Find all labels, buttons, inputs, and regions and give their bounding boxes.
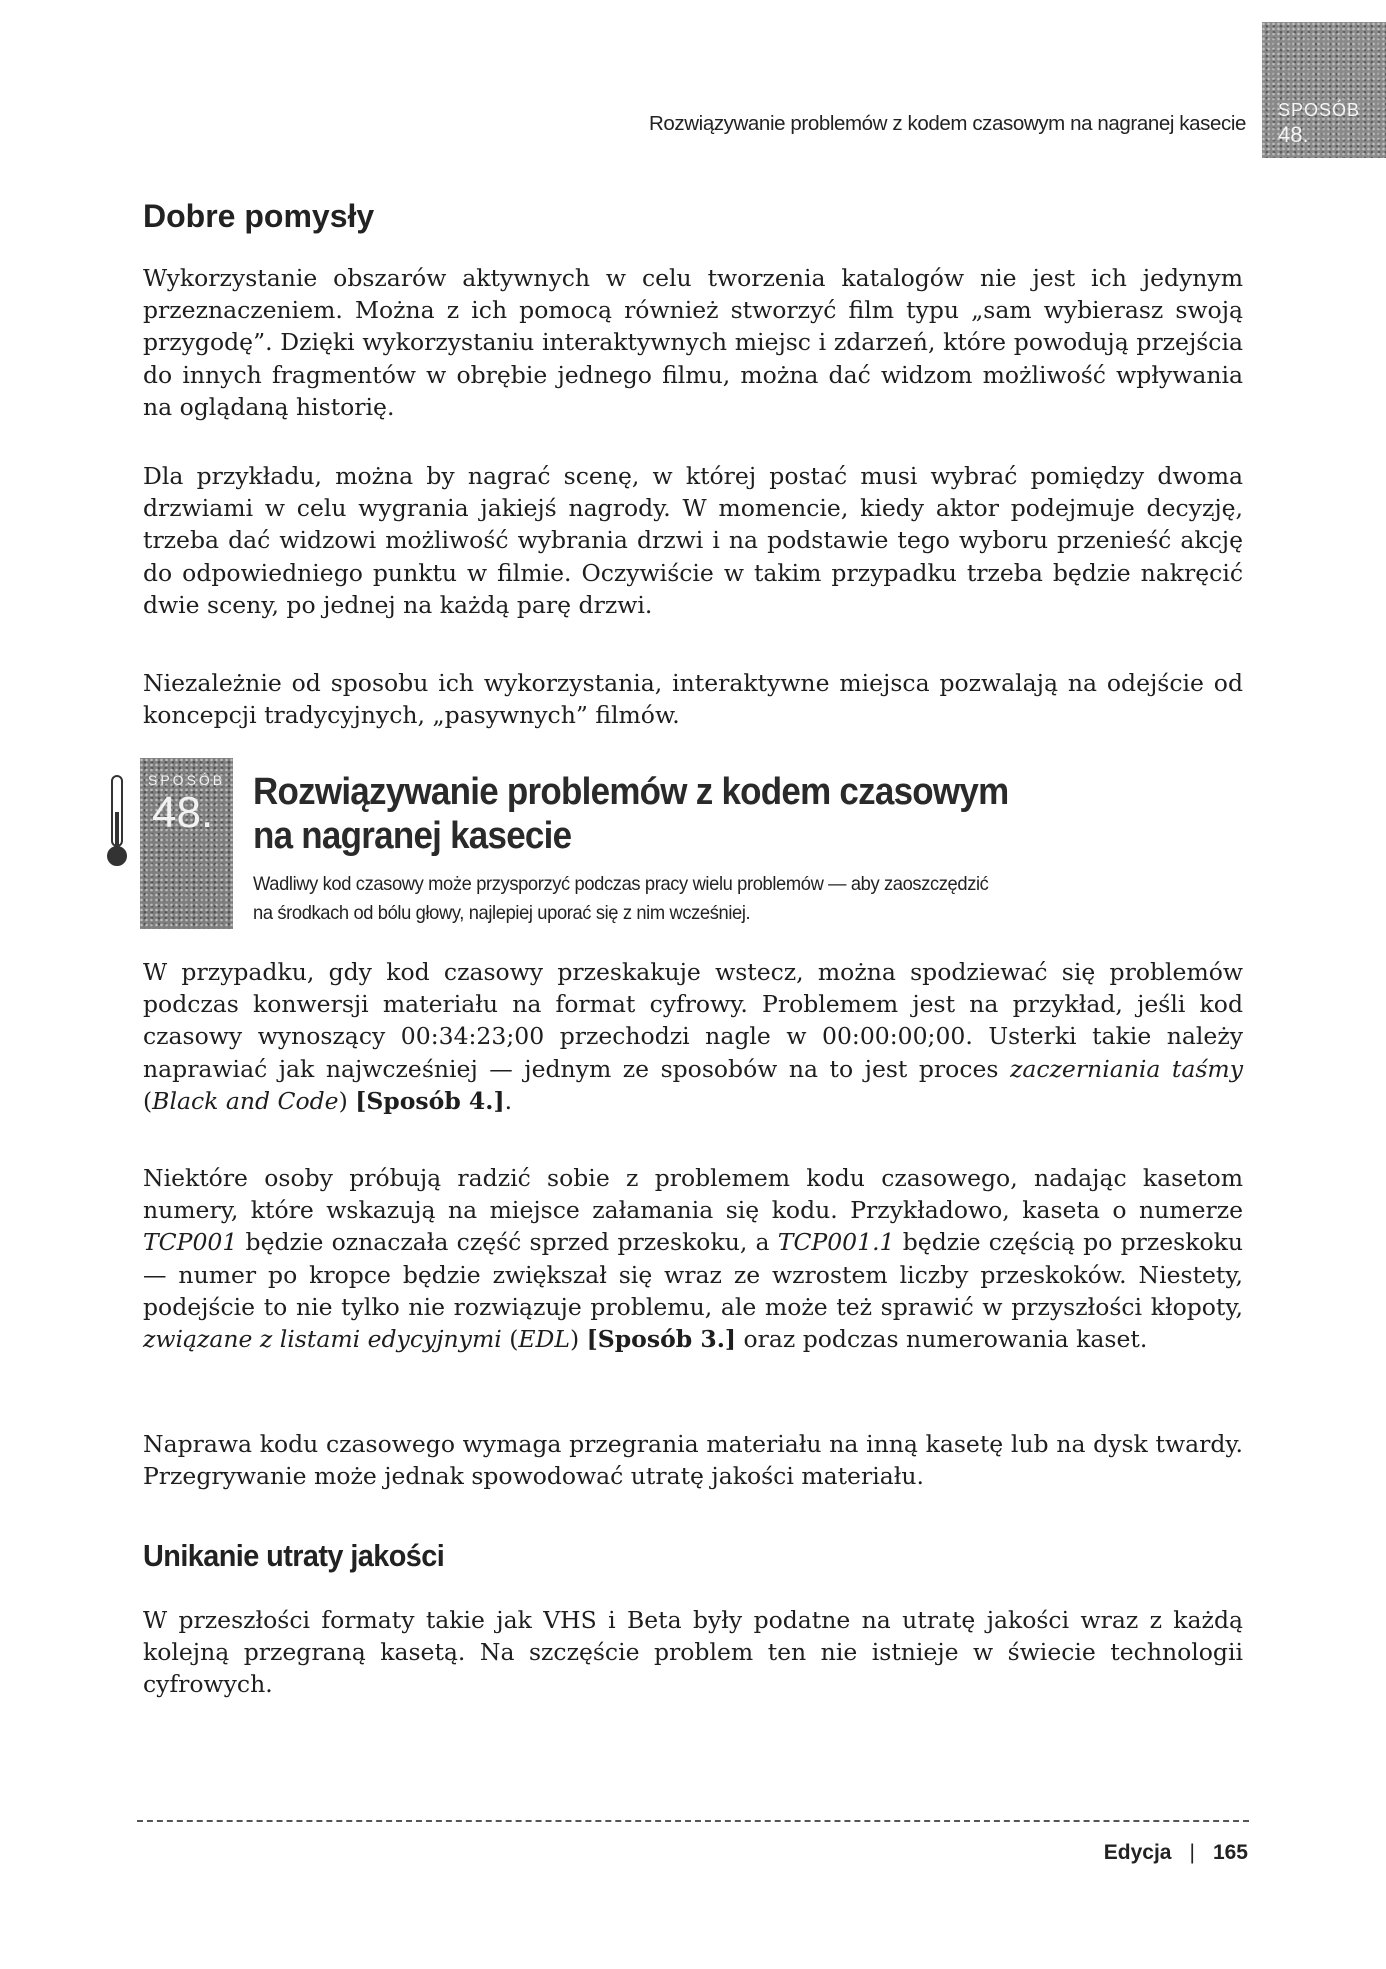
- section-heading-dobre-pomysly: Dobre pomysły: [143, 198, 375, 234]
- corner-hack-tab: [1262, 22, 1386, 158]
- cross-reference: [Sposób 3.]: [586, 1325, 737, 1354]
- footer-chapter-name: Edycja: [1103, 1841, 1172, 1864]
- thermometer-icon: [106, 774, 128, 870]
- cross-reference: [Sposób 4.]: [355, 1086, 505, 1115]
- paragraph: Dla przykładu, można by nagrać scenę, w której postać musi wybrać pomiędzy dwoma drzwiami w celu wygrania jakiejś nagrody. W momencie, kiedy aktor podejmuje decyzję, trzeba dać widzowi możliwość wybrania drzwi i na podstawie tego wyboru przenieść akcję do odpowiedniego punktu w filmie. Oczywiście w takim przypadku trzeba będzie nakręcić dwie sceny, po jednej na każdą parę drzwi.: [143, 462, 1243, 619]
- hack-title-line: Rozwiązywanie problemów z kodem czasowym: [253, 771, 1009, 813]
- running-head: Rozwiązywanie problemów z kodem czasowym na nagranej kasecie: [649, 112, 1246, 135]
- hack-description: [253, 870, 1099, 928]
- corner-tab-number: 48.: [1278, 122, 1309, 147]
- paragraph: Niektóre osoby próbują radzić sobie z problemem kodu czasowego, nadając kasetom numery, które wskazują na miejsce załamania się kodu. Przykładowo, kaseta o numerze TCP001 będzie oznaczała część sprzed przeskoku, a TCP001.1 będzie częścią po przeskoku — numer po kropce będzie zwiększał się wraz ze wzrostem liczby przeskoków. Niestety, podejście to nie tylko nie rozwiązuje problemu, ale może też sprawić w przyszłości kłopoty, związane z listami edycyjnymi (EDL) [Sposób 3.] oraz podczas numerowania kaset.: [143, 1164, 1243, 1354]
- paragraph: W przeszłości formaty takie jak VHS i Beta były podatne na utratę jakości wraz z każdą kolejną przegraną kasetą. Na szczęście problem ten nie istnieje w świecie technologii cyfrowych.: [143, 1606, 1243, 1699]
- hack-badge-label: SPOSÓB: [148, 772, 226, 788]
- paragraph: Wykorzystanie obszarów aktywnych w celu tworzenia katalogów nie jest ich jedynym przeznaczeniem. Można z ich pomocą również stworzyć film typu „sam wybierasz swoją przygodę”. Dzięki wykorzystaniu interaktywnych miejsc i zdarzeń, które powodują przejścia do innych fragmentów w obrębie jednego filmu, można dać widzom możliwość wpływania na oglądaną historię.: [143, 264, 1243, 421]
- corner-tab-label: SPOSÓB: [1278, 100, 1361, 120]
- paragraph: W przypadku, gdy kod czasowy przeskakuje wstecz, można spodziewać się problemów podczas konwersji materiału na format cyfrowy. Problemem jest na przykład, jeśli kod czasowy wynoszący 00:34:23;00 przechodzi nagle w 00:00:00;00. Usterki takie należy naprawiać jak najwcześniej — jednym ze sposobów na to jest proces zaczerniania taśmy (Black and Code) [Sposób 4.].: [143, 958, 1243, 1115]
- hack-description-line: na środkach od bólu głowy, najlepiej uporać się z nim wcześniej.: [253, 902, 751, 924]
- footer-separator: |: [1189, 1841, 1195, 1864]
- section-heading-unikanie-utraty-jakosci: Unikanie utraty jakości: [143, 1538, 445, 1573]
- paragraph: Niezależnie od sposobu ich wykorzystania, interaktywne miejsca pozwalają na odejście od koncepcji tradycyjnych, „pasywnych” filmów.: [143, 669, 1243, 730]
- hack-description-line: Wadliwy kod czasowy może przysporzyć podczas pracy wielu problemów — aby zaoszczędzić: [253, 873, 989, 895]
- footer-divider: [137, 1820, 1249, 1822]
- hack-badge-number: 48.: [152, 788, 214, 837]
- hack-title: [253, 770, 1081, 858]
- hack-title-line: na nagranej kasecie: [253, 815, 572, 857]
- hack-badge: [140, 758, 233, 929]
- page-number: 165: [1212, 1841, 1248, 1864]
- paragraph: Naprawa kodu czasowego wymaga przegrania materiału na inną kasetę lub na dysk twardy. Przegrywanie może jednak spowodować utratę jakości materiału.: [143, 1430, 1243, 1491]
- page-footer: [1104, 1841, 1248, 1865]
